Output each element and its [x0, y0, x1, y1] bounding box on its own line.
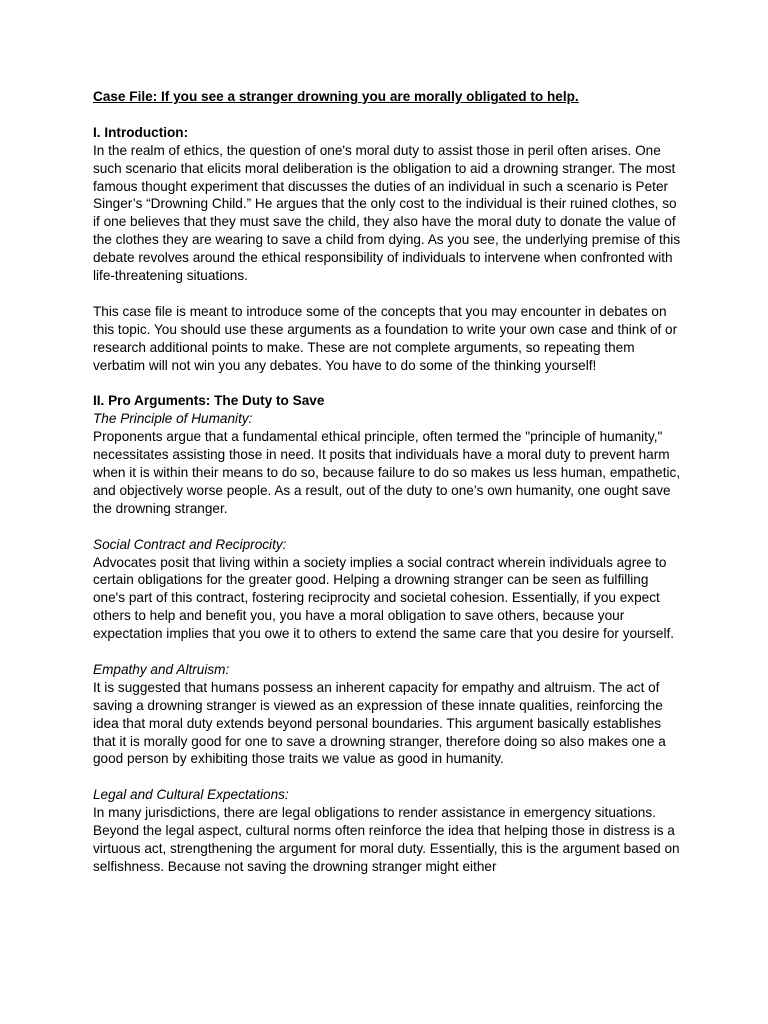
- pro-arguments-heading: II. Pro Arguments: The Duty to Save: [93, 393, 325, 409]
- principle-of-humanity-body: Proponents argue that a fundamental ethical principle, often termed the "principle of humanity," necessitates assisting those in need. It posits that individuals have a moral duty to prevent harm when it is within their means to do so, because failure to do so makes us less human, empathetic, and objectively worse people. As a result, out of the duty to one’s own humanity, one ought save the drowning stranger.: [93, 429, 681, 516]
- social-contract-title: Social Contract and Reciprocity:: [93, 536, 287, 552]
- spacer: [93, 518, 681, 536]
- empathy-altruism-title: Empathy and Altruism:: [93, 661, 230, 677]
- document-title: Case File: If you see a stranger drowning you are morally obligated to help.: [93, 89, 579, 104]
- legal-cultural-body: In many jurisdictions, there are legal obligations to render assistance in emergency situations. Beyond the legal aspect, cultural norms often reinforce the idea that helping those in distress is a virtuous act, strengthening the argument for moral duty. Essentially, this is the argument based on selfishness. Because not saving the drowning stranger might either: [93, 805, 680, 874]
- introduction-paragraph-2: This case file is meant to introduce some of the concepts that you may encounter in debates on this topic. You should use these arguments as a foundation to write your own case and think of or research additional points to make. These are not complete arguments, so repeating them verbatim will not win you any debates. You have to do some of the thinking yourself!: [93, 303, 678, 373]
- principle-of-humanity-title: The Principle of Humanity:: [93, 411, 253, 427]
- spacer: [93, 643, 681, 661]
- spacer: [93, 374, 681, 392]
- social-contract-body: Advocates posit that living within a society implies a social contract wherein individuals agree to certain obligations for the greater good. Helping a drowning stranger can be seen as fulfilling one's part of this contract, fostering reciprocity and societal cohesion. Essentially, if you expect others to help and benefit you, you have a moral obligation to save others, because your expectation implies that you owe it to others to extend the same care that you desire for yourself.: [93, 554, 675, 642]
- spacer: [93, 768, 681, 786]
- empathy-altruism-body: It is suggested that humans possess an inherent capacity for empathy and altruism. The act of saving a drowning stranger is viewed as an expression of these innate qualities, reinforcing the idea that moral duty extends beyond personal boundaries. This argument basically establishes that it is morally good for one to save a drowning stranger, therefore doing so also makes one a good person by exhibiting those traits we value as good in humanity.: [93, 679, 666, 767]
- introduction-paragraph-1: In the realm of ethics, the question of one's moral duty to assist those in peril often arises. One such scenario that elicits moral deliberation is the obligation to aid a drowning stranger. The most famous thought experiment that discusses the duties of an individual in such a scenario is Peter Singer’s “Drowning Child.” He argues that the only cost to the individual is their ruined clothes, so if one believes that they must save the child, they also have the moral duty to donate the value of the clothes they are wearing to save a child from dying. As you see, the underlying premise of this debate revolves around the ethical responsibility of individuals to intervene when confronted with life-threatening situations.: [93, 142, 681, 284]
- spacer: [93, 285, 681, 303]
- legal-cultural-title: Legal and Cultural Expectations:: [93, 787, 289, 803]
- document-page: [93, 88, 681, 876]
- introduction-heading: I. Introduction:: [93, 124, 189, 140]
